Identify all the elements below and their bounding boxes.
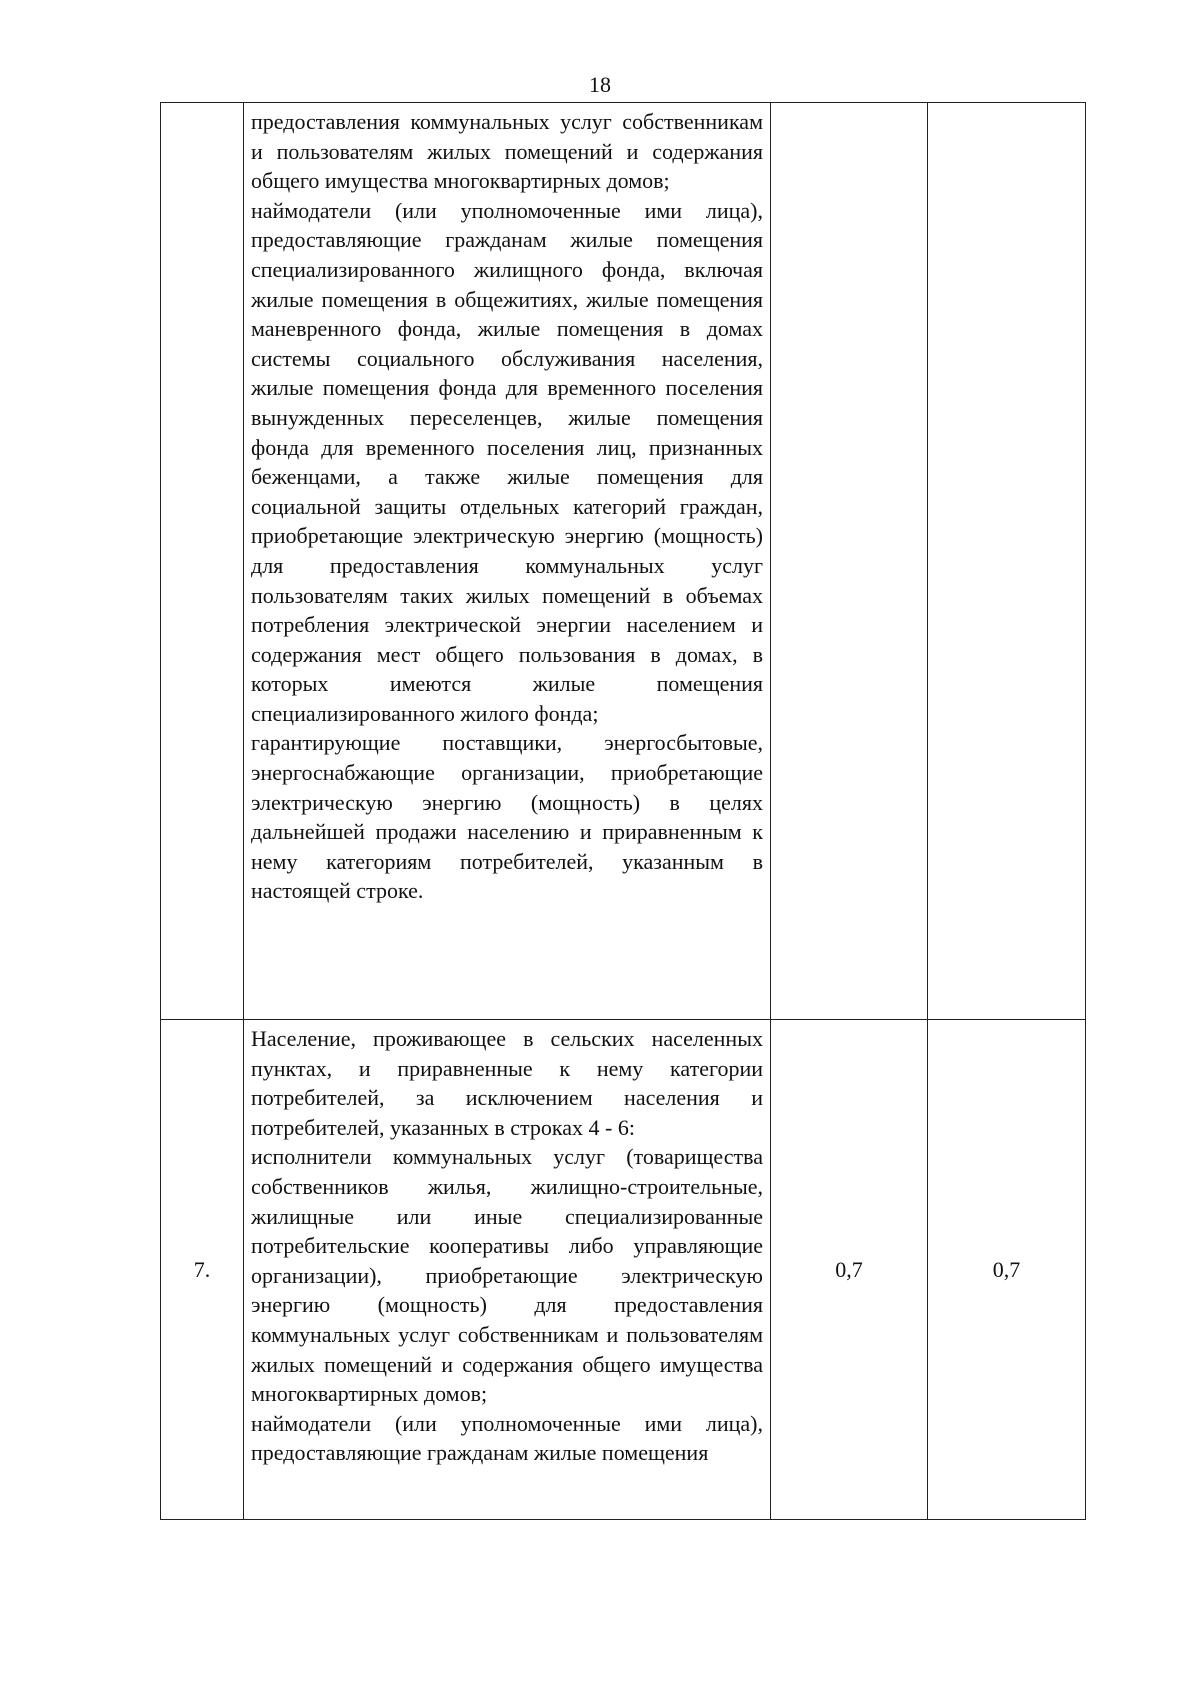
page-number: 18: [589, 72, 611, 97]
description-paragraph: наймодатели (или уполномоченные ими лица), предоставляющие гражданам жилые помещения специализированного жилищного фонда, включая жилые помещения в общежитиях, жилые помещения маневренного фонда, жилые помещения в домах системы социального обслуживания населения, жилые помещения фонда для временного поселения вынужденных переселенцев, жилые помещения фонда для временного поселения лиц, признанных беженцами, а также жилые помещения для социальной защиты отдельных категорий граждан, приобретающие электрическую энергию (мощность) для предоставления коммунальных услуг пользователям таких жилых помещений в объемах потребления электрической энергии населением и содержания мест общего пользования в домах, в которых имеются жилые помещения специализированного жилого фонда;: [251, 197, 763, 726]
row-number-cell: 7.: [161, 1020, 244, 1520]
description-paragraph: предоставления коммунальных услуг собственникам и пользователям жилых помещений и содержания общего имущества многоквартирных домов;: [251, 109, 763, 194]
description-paragraph: Население, проживающее в сельских населенных пунктах, и приравненные к нему категории потребителей, за исключением населения и потребителей, указанных в строках 4 - 6:: [251, 1026, 763, 1140]
description-paragraph: исполнители коммунальных услуг (товарищества собственников жилья, жилищно-строительные, жилищные или иные специализированные потребительские кооперативы либо управляющие организации), приобретающие электрическую энергию (мощность) для предоставления коммунальных услуг собственникам и пользователям жилых помещений и содержания общего имущества многоквартирных домов;: [251, 1144, 763, 1407]
row-number-cell: [161, 103, 244, 1020]
description-paragraph: гарантирующие поставщики, энергосбытовые, энергоснабжающие организации, приобретающие электрическую энергию (мощность) в целях дальнейшей продажи населению и приравненным к нему категориям потребителей, указанным в настоящей строке.: [251, 730, 763, 904]
first-half-year-value-cell: [771, 103, 928, 1020]
second-half-year-value-cell: [928, 103, 1086, 1020]
row-description-cell: [244, 103, 771, 1020]
row-description-cell: [244, 1020, 771, 1520]
table-row: [161, 1020, 1086, 1520]
first-half-year-value-cell: 0,7: [771, 1020, 928, 1520]
tariff-table: [160, 102, 1086, 1520]
description-paragraph: наймодатели (или уполномоченные ими лица), предоставляющие гражданам жилые помещения: [251, 1410, 763, 1466]
table-row: [161, 103, 1086, 1020]
second-half-year-value-cell: 0,7: [928, 1020, 1086, 1520]
